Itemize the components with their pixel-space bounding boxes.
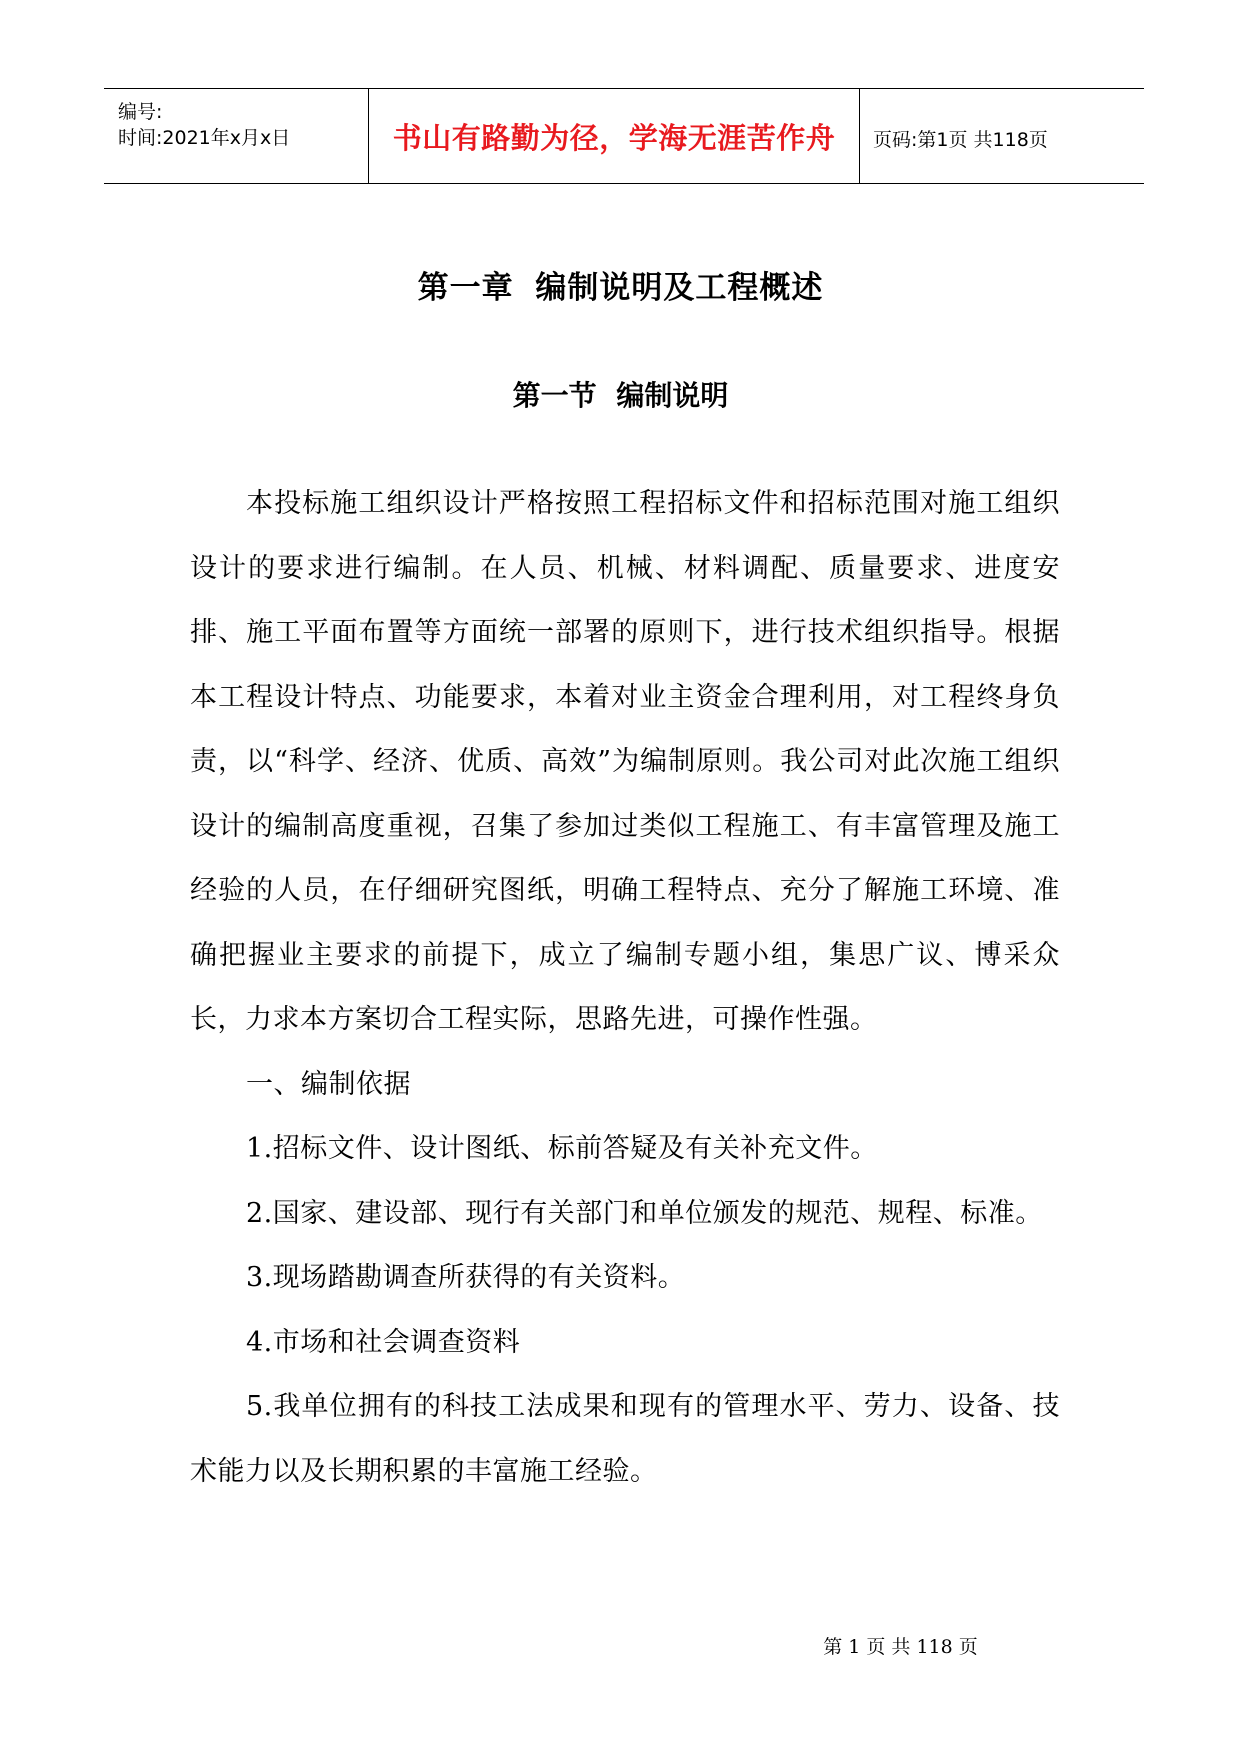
header-page-code: 页码:第1页 共118页	[873, 129, 1048, 151]
chapter-title: 第一章 编制说明及工程概述	[417, 270, 824, 306]
document-body	[190, 472, 1060, 1504]
header-motto: 书山有路勤为径，学海无涯苦作舟	[392, 121, 836, 155]
basis-item: 1.招标文件、设计图纸、标前答疑及有关补充文件。	[246, 1133, 878, 1164]
intro-paragraph: 本投标施工组织设计严格按照工程招标文件和招标范围对施工组织设计的要求进行编制。在人员、机械、材料调配、质量要求、进度安排、施工平面布置等方面统一部署的原则下，进行技术组织指导。根据本工程设计特点、功能要求，本着对业主资金合理利用，对工程终身负责，以“科学、经济、优质、高效”为编制原则。我公司对此次施工组织设计的编制高度重视，召集了参加过类似工程施工、有丰富管理及施工经验的人员，在仔细研究图纸，明确工程特点、充分了解施工环境、准确把握业主要求的前提下，成立了编制专题小组，集思广议、博采众长，力求本方案切合工程实际，思路先进，可操作性强。	[190, 488, 1060, 1035]
document-time-label: 时间:2021年x月x日	[118, 127, 291, 149]
basis-item: 5.我单位拥有的科技工法成果和现有的管理水平、劳力、设备、技术能力以及长期积累的丰富施工经验。	[190, 1391, 1060, 1487]
basis-heading: 一、编制依据	[246, 1068, 411, 1100]
header-motto-cell	[368, 89, 860, 183]
basis-item: 2.国家、建设部、现行有关部门和单位颁发的规范、规程、标准。	[246, 1197, 1043, 1229]
document-number-label: 编号:	[118, 101, 163, 123]
basis-item: 4.市场和社会调查资料	[246, 1326, 521, 1358]
header-page-cell	[859, 89, 1144, 183]
section-title: 第一节 编制说明	[512, 379, 729, 412]
basis-item: 3.现场踏勘调查所获得的有关资料。	[246, 1262, 686, 1293]
header-info-cell	[104, 89, 368, 183]
page-footer: 第 1 页 共 118 页	[823, 1636, 978, 1658]
document-header	[104, 88, 1144, 184]
